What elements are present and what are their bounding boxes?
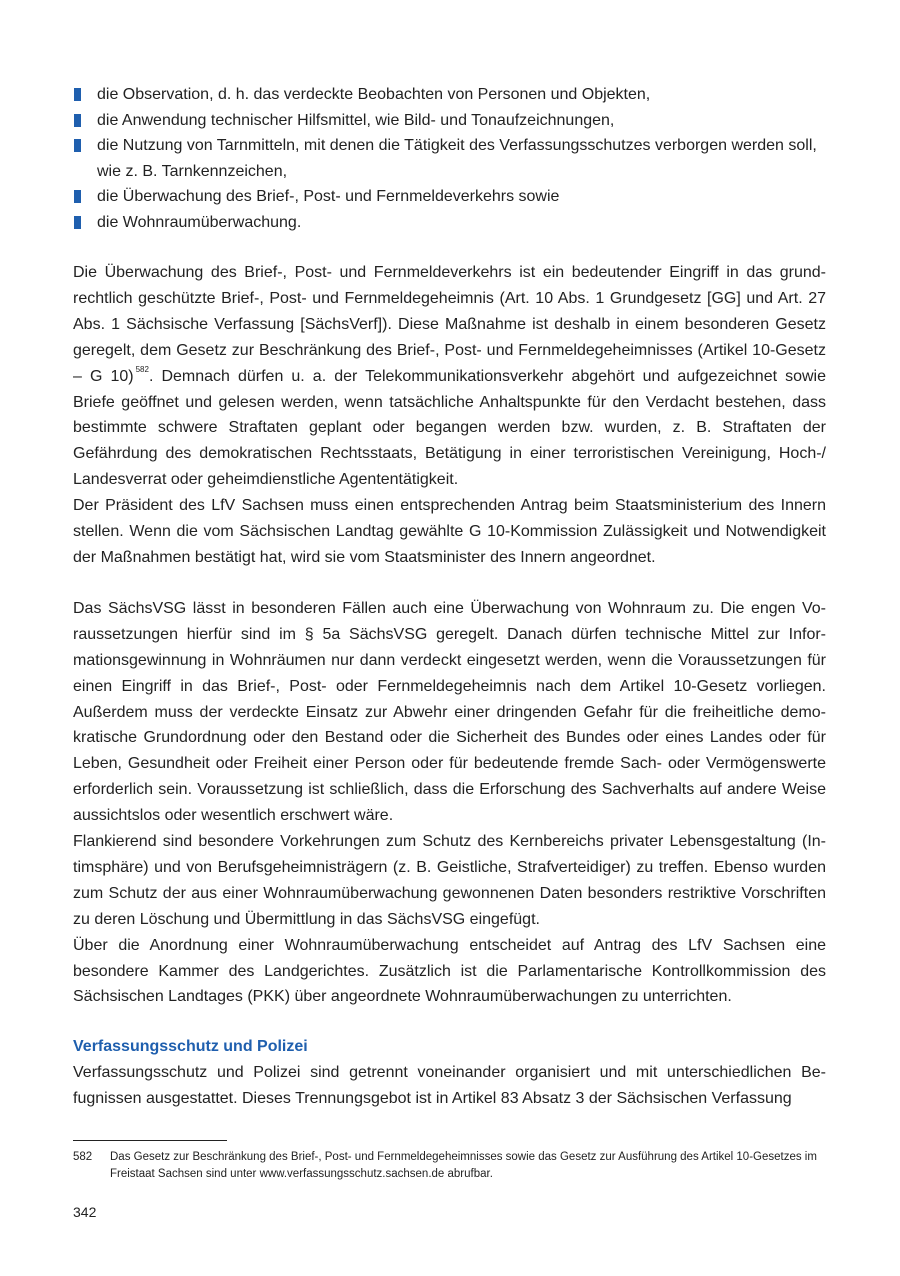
footnote [73,1149,826,1183]
list-item [73,210,826,236]
bullet-square-icon [74,216,81,229]
bullet-square-icon [74,88,81,101]
list-item [73,133,826,184]
bullet-square-icon [74,190,81,203]
page-number: 342 [73,1204,97,1220]
list-item-text: die Nutzung von Tarnmitteln, mit denen die Tätigkeit des Verfassungsschutzes verborgen werden soll, wie z. B. Tarnkennzeichen, [97,137,817,180]
list-item-text: die Observation, d. h. das verdeckte Beobachten von Personen und Objekten, [97,86,651,103]
section-heading: Verfassungsschutz und Polizei [73,1038,308,1056]
paragraph-text: Die Überwachung des Brief-, Post- und Fernmeldeverkehrs ist ein bedeutender Eingriff in das grundrechtlich geschützte Brief-, Post- und Fernmeldegeheimnis (Art. 10 Abs. 1 Grundgesetz [GG] und Art. 27 Abs. 1 Sächsische Verfassung [SächsVerf]). Diese Maßnahme ist deshalb in einem besonderen Gesetz geregelt, dem Gesetz zur Beschränkung des Brief-, Post- und Fernmeldegeheimnisses (Artikel 10-Gesetz – G 10) [73,264,826,385]
list-item [73,82,826,108]
paragraph-wohnraum: Das SächsVSG lässt in besonderen Fällen auch eine Überwachung von Wohnraum zu. Die engen Voraussetzungen hierfür sind im § 5a SächsVSG geregelt. Danach dürfen technische Mittel zur Informationsgewinnung in Wohnräumen nur dann verdeckt eingesetzt werden, wenn die Voraussetzungen für einen Eingriff in das Brief-, Post- oder Fernmeldegeheimnis nach dem Artikel 10-Gesetz vorliegen. Außerdem muss der verdeckte Einsatz zur Abwehr einer dringenden Gefahr für die freiheitliche demokratische Grundordnung oder den Bestand oder die Sicherheit des Bundes oder eines Landes oder für Leben, Gesundheit oder Freiheit einer Person oder für bedeutende fremde Sach- oder Vermögenswerte erforderlich sein. Voraussetzung ist schließlich, dass die Erforschung des Sachverhalts auf andere Weise aussichtslos oder wesentlich erschwert wäre. [73,599,826,825]
bullet-list [73,82,826,235]
paragraph-kernbereich: Flankierend sind besondere Vorkehrungen zum Schutz des Kernbereichs privater Lebensgestaltung (Intimsphäre) und von Berufsgeheimnisträgern (z. B. Geistliche, Strafverteidiger) zu treffen. Ebenso wurden zum Schutz der aus einer Wohnraumüberwachung gewonnenen Daten besonders restriktive Vorschriften zu deren Löschung und Übermittlung in das SächsVSG eingefügt. [73,833,826,928]
paragraph-anordnung: Über die Anordnung einer Wohnraumüberwachung entscheidet auf Antrag des LfV Sachsen eine besondere Kammer des Landgerichtes. Zusätzlich ist die Parlamentarische Kontrollkommission des Sächsischen Landtages (PKK) über angeordnete Wohnraumüberwachungen zu unterrichten. [73,936,826,1006]
bullet-square-icon [74,139,81,152]
list-item-text: die Anwendung technischer Hilfsmittel, wie Bild- und Tonaufzeichnungen, [97,111,615,129]
list-item-text: die Überwachung des Brief-, Post- und Fernmeldeverkehrs sowie [97,188,560,205]
list-item-text: die Wohnraumüberwachung. [97,213,302,231]
list-item [73,108,826,134]
footnote-number: 582 [73,1151,93,1163]
paragraph-trennungsgebot: Verfassungsschutz und Polizei sind getrennt voneinander organisiert und mit unterschiedlichen Befugnissen ausgestattet. Dieses Trennungsgebot ist in Artikel 83 Absatz 3 der Sächsischen Verfassung [73,1064,826,1108]
paragraph-g10 [73,260,826,493]
list-item [73,184,826,210]
footnote-reference: 582 [135,364,149,374]
document-body [73,82,826,1112]
paragraph-text: . Demnach dürfen u. a. der Telekommunikationsverkehr abgehört und aufgezeichnet sowie Briefe geöffnet und gelesen werden, wenn tatsächliche Anhaltspunkte für den Verdacht bestehen, dass bestimmte schwere Straftaten geplant oder begangen werden bzw. wurden, z. B. Straftaten der Gefährdung des demokratischen Rechtsstaats, Betätigung in einer terroristischen Vereinigung, Hoch-/ Landesverrat oder geheimdienstliche Agententätigkeit. [73,367,826,489]
footnote-divider [73,1140,227,1141]
bullet-square-icon [74,114,81,127]
footnote-text: Das Gesetz zur Beschränkung des Brief-, Post- und Fernmeldegeheimnisses sowie das Gesetz zur Ausführung des Artikel 10-Gesetzes im Freistaat Sachsen sind unter www.verfassungsschutz.sachsen.de abrufbar. [110,1151,817,1180]
paragraph-antrag: Der Präsident des LfV Sachsen muss einen entsprechenden Antrag beim Staatsministerium des Innern stellen. Wenn die vom Sächsischen Landtag gewählte G 10-Kommission Zulässigkeit und Notwendigkeit der Maßnahmen bestätigt hat, wird sie vom Staatsminister des Innern angeordnet. [73,497,826,566]
